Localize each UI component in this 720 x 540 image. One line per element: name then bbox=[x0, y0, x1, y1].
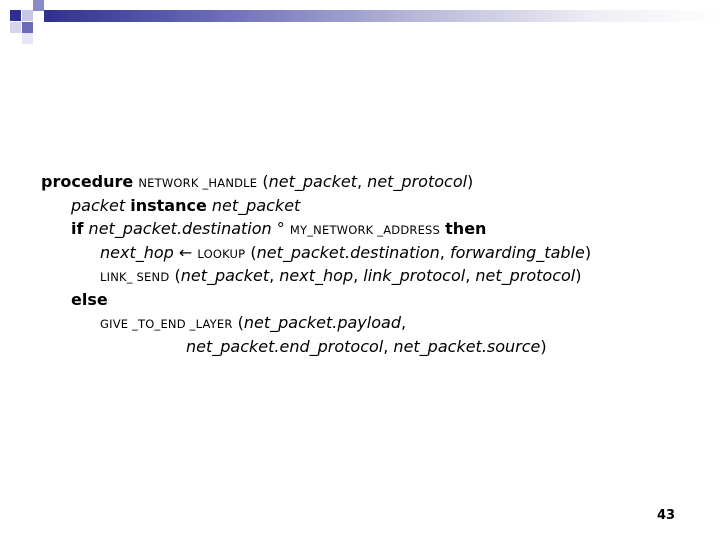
arg-destination: net_packet.destination bbox=[256, 242, 440, 262]
type-net-packet: net_packet bbox=[211, 195, 301, 215]
keyword-else: else bbox=[71, 289, 108, 309]
paren-close: ) bbox=[584, 242, 592, 262]
separator: , bbox=[357, 172, 368, 191]
pseudocode-block bbox=[41, 170, 681, 358]
decor-square-dark bbox=[10, 10, 21, 21]
separator: , bbox=[439, 242, 450, 262]
arg-link-protocol: link_protocol bbox=[363, 266, 466, 285]
arg-next-hop: next_hop bbox=[279, 266, 354, 285]
separator: , bbox=[269, 266, 280, 285]
separator: , bbox=[465, 266, 476, 285]
paren-close: ) bbox=[467, 172, 474, 191]
variable-next-hop: next_hop bbox=[100, 242, 174, 262]
arg-net-packet: net_packet bbox=[180, 266, 270, 285]
paren-open: ( bbox=[257, 172, 269, 191]
paren-close: ) bbox=[540, 336, 547, 356]
procedure-name: NETWORK _HANDLE bbox=[138, 176, 258, 190]
paren-open: ( bbox=[232, 313, 244, 332]
code-line-give-to-end-layer bbox=[41, 311, 681, 335]
keyword-if: if bbox=[71, 219, 84, 238]
paren-close: ) bbox=[575, 266, 582, 285]
operator-not-equal: ° bbox=[276, 219, 285, 238]
arg-source-field: .source bbox=[481, 336, 541, 356]
decor-square-mid bbox=[33, 0, 44, 11]
variable-packet: packet bbox=[71, 195, 126, 215]
decor-square-medium bbox=[22, 22, 33, 33]
keyword-then: then bbox=[445, 219, 487, 238]
code-line-instance bbox=[41, 194, 681, 218]
paren-open: ( bbox=[245, 242, 257, 262]
header-gradient-bar bbox=[44, 10, 720, 22]
param-net-protocol: net_protocol bbox=[367, 172, 468, 191]
assign-arrow-icon: ← bbox=[178, 242, 193, 262]
code-line-if bbox=[41, 217, 681, 241]
decor-square-light bbox=[22, 10, 33, 21]
separator: , bbox=[353, 266, 364, 285]
keyword-procedure: procedure bbox=[41, 172, 134, 191]
slide-header-decoration bbox=[0, 0, 720, 48]
code-line-continuation bbox=[41, 335, 681, 359]
paren-open: ( bbox=[169, 266, 181, 285]
separator: , bbox=[383, 336, 394, 356]
function-lookup: LOOKUP bbox=[197, 246, 246, 261]
code-line-else bbox=[41, 288, 681, 312]
arg-net-protocol: net_protocol bbox=[475, 266, 576, 285]
keyword-instance: instance bbox=[130, 195, 207, 215]
code-line-procedure bbox=[41, 170, 681, 194]
function-link-send: LINK_ SEND bbox=[100, 270, 170, 284]
code-line-link-send bbox=[41, 264, 681, 288]
arg-forwarding-table: forwarding_table bbox=[449, 242, 585, 262]
arg-payload: net_packet.payload bbox=[243, 313, 401, 332]
function-give-to-end-layer: GIVE _TO_END _LAYER bbox=[100, 317, 233, 331]
decor-square-pale bbox=[10, 22, 21, 33]
expr-destination: net_packet.destination bbox=[88, 219, 272, 238]
const-my-network-address: MY_NETWORK _ADDRESS bbox=[289, 223, 441, 237]
separator: , bbox=[400, 313, 407, 332]
slide-page-number: 43 bbox=[657, 508, 676, 523]
param-net-packet: net_packet bbox=[268, 172, 357, 191]
code-line-lookup bbox=[41, 241, 681, 265]
decor-square-faint bbox=[22, 33, 33, 44]
arg-end-protocol: net_packet.end_protocol bbox=[186, 336, 384, 356]
arg-source-object: net_packet bbox=[393, 336, 482, 356]
